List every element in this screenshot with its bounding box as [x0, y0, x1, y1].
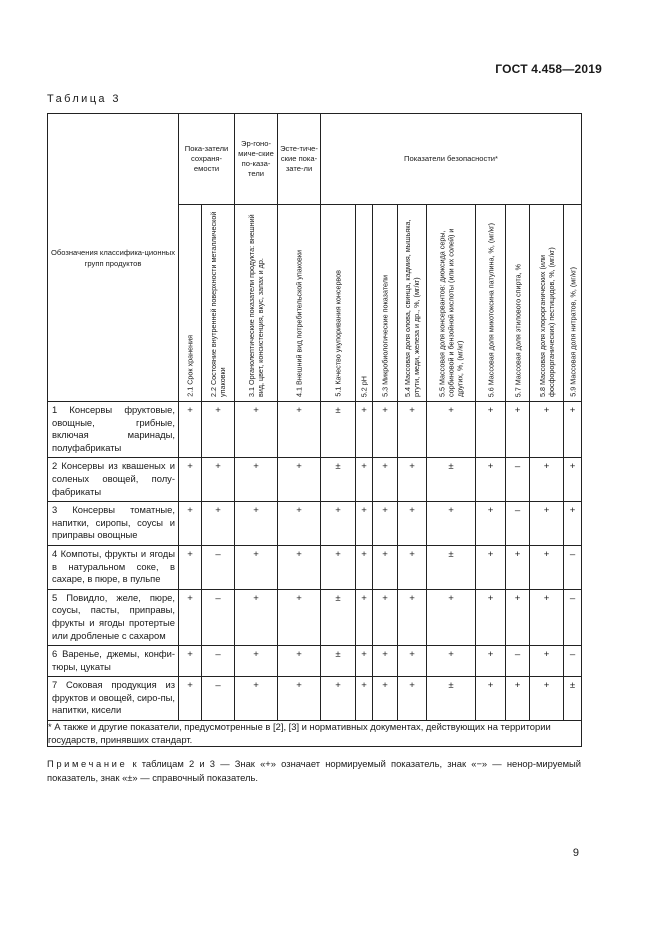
column-header-label: 3.1 Органолептические показатели продукта: внешний вид, цвет, консистенция, вкус, запах и др.	[247, 214, 266, 397]
indicator-sign: +	[321, 677, 356, 721]
column-header	[373, 205, 398, 402]
indicator-sign: +	[476, 677, 506, 721]
column-header	[427, 205, 476, 402]
indicator-sign: –	[506, 458, 530, 502]
column-header-label: 5.4 Массовая доля олова, свинца, кадмия, мышьяка, ртути, меди, железа и др., %, (мг/кг)	[403, 219, 422, 397]
table-label: Таблица 3	[47, 93, 121, 105]
indicator-sign: +	[235, 458, 278, 502]
column-header	[202, 205, 235, 402]
indicator-sign: +	[506, 402, 530, 458]
indicator-sign: +	[373, 458, 398, 502]
table-row	[48, 402, 582, 458]
indicator-sign: –	[202, 545, 235, 589]
column-header-label: 5.7 Массовая доля этилового спирта, %	[513, 263, 523, 397]
table-row	[48, 589, 582, 645]
indicator-sign: +	[179, 646, 202, 677]
indicator-sign: +	[179, 545, 202, 589]
indicator-sign: –	[202, 589, 235, 645]
product-group-name: 6 Варенье, джемы, конфи-тюры, цукаты	[48, 646, 179, 677]
note-label: Примечание	[47, 758, 128, 769]
indicator-sign: +	[398, 502, 427, 546]
indicator-sign: +	[202, 402, 235, 458]
indicator-sign: +	[321, 545, 356, 589]
indicator-sign: +	[398, 402, 427, 458]
indicator-sign: +	[506, 589, 530, 645]
table-row	[48, 545, 582, 589]
indicator-sign: +	[506, 677, 530, 721]
indicator-sign: +	[506, 545, 530, 589]
indicator-sign: +	[476, 502, 506, 546]
table-row	[48, 458, 582, 502]
indicator-sign: –	[506, 646, 530, 677]
column-header-label: 5.8 Массовая доля хлорорганических (или фосфорорганических) пестицидов, %, (мг/кг)	[537, 247, 556, 397]
product-group-name: 5 Повидло, желе, пюре, соусы, пасты, приправы, фрукты и ягоды протертые или дробленые с сахаром	[48, 589, 179, 645]
indicator-sign: +	[530, 402, 564, 458]
indicator-sign: +	[235, 589, 278, 645]
indicator-sign: +	[278, 458, 321, 502]
column-header-label: 5.1 Качество укупоривания консервов	[333, 270, 343, 397]
indicator-sign: +	[398, 589, 427, 645]
indicator-sign: +	[427, 502, 476, 546]
indicator-sign: +	[476, 646, 506, 677]
indicator-sign: –	[564, 589, 582, 645]
table-footnote: * А также и другие показатели, предусмотренные в [2], [3] и нормативных документах, действующих на территории государств, принявших стандарт.	[48, 721, 582, 747]
indicator-sign: +	[235, 402, 278, 458]
indicator-sign: +	[202, 502, 235, 546]
indicator-sign: +	[373, 646, 398, 677]
product-group-name: 7 Соковая продукция из фруктов и овощей, сиро-пы, напитки, кисели	[48, 677, 179, 721]
column-header-label: 5.6 Массовая доля микотоксина патулина, %, (мг/кг)	[486, 222, 496, 397]
column-header	[506, 205, 530, 402]
indicator-sign: +	[356, 589, 373, 645]
indicator-sign: +	[179, 502, 202, 546]
indicator-sign: +	[373, 545, 398, 589]
group-header-aesthetic: Эсте-тиче-ские пока-зате-ли	[278, 114, 321, 205]
column-header	[278, 205, 321, 402]
indicator-sign: +	[235, 677, 278, 721]
indicator-sign: +	[530, 545, 564, 589]
column-header	[356, 205, 373, 402]
note-text: к таблицам 2 и 3 — Знак «+» означает нормируемый показатель, знак «−» — ненор-мируемый показатель, знак «±» — справочный показатель.	[47, 758, 581, 783]
column-header	[179, 205, 202, 402]
indicator-sign: +	[530, 677, 564, 721]
indicator-sign: +	[356, 402, 373, 458]
indicator-sign: +	[356, 545, 373, 589]
indicator-sign: +	[398, 677, 427, 721]
indicator-sign: +	[278, 646, 321, 677]
group-header-safety: Показатели безопасности*	[321, 114, 582, 205]
indicator-sign: +	[476, 545, 506, 589]
indicator-sign: +	[530, 646, 564, 677]
indicator-sign: +	[398, 545, 427, 589]
indicator-sign: +	[235, 502, 278, 546]
indicator-sign: ±	[564, 677, 582, 721]
indicator-sign: +	[179, 458, 202, 502]
indicator-sign: +	[476, 402, 506, 458]
indicator-sign: +	[373, 402, 398, 458]
column-header-label: 2.1 Срок хранения	[185, 335, 195, 397]
indicator-sign: ±	[321, 646, 356, 677]
table-row	[48, 646, 582, 677]
indicator-sign: –	[564, 646, 582, 677]
indicator-sign: ±	[321, 589, 356, 645]
indicator-sign: +	[278, 589, 321, 645]
column-header	[321, 205, 356, 402]
column-header	[398, 205, 427, 402]
indicator-sign: ±	[321, 402, 356, 458]
indicator-sign: +	[235, 545, 278, 589]
indicator-sign: ±	[427, 545, 476, 589]
indicator-sign: +	[564, 502, 582, 546]
classification-table	[47, 113, 582, 747]
indicator-sign: +	[564, 402, 582, 458]
indicator-sign: +	[321, 502, 356, 546]
indicator-sign: +	[564, 458, 582, 502]
column-header-label: 5.3 Микробиологические показатели	[380, 275, 390, 397]
indicator-sign: +	[356, 677, 373, 721]
name-column-header: Обозначения классифика-ционных групп продуктов	[48, 114, 179, 402]
indicator-sign: +	[530, 589, 564, 645]
indicator-sign: ±	[321, 458, 356, 502]
table-note	[47, 757, 581, 785]
indicator-sign: +	[235, 646, 278, 677]
indicator-sign: +	[398, 646, 427, 677]
indicator-sign: –	[506, 502, 530, 546]
indicator-sign: +	[278, 502, 321, 546]
indicator-sign: +	[179, 589, 202, 645]
indicator-sign: –	[202, 677, 235, 721]
indicator-sign: +	[202, 458, 235, 502]
indicator-sign: +	[278, 402, 321, 458]
indicator-sign: +	[476, 589, 506, 645]
page-number: 9	[572, 847, 579, 859]
indicator-sign: +	[278, 545, 321, 589]
indicator-sign: +	[278, 677, 321, 721]
product-group-name: 3 Консервы томатные, напитки, сиропы, соусы и приправы овощные	[48, 502, 179, 546]
indicator-sign: +	[398, 458, 427, 502]
column-header	[476, 205, 506, 402]
product-group-name: 4 Компоты, фрукты и ягоды в натуральном соке, в сахаре, в пюре, в пульпе	[48, 545, 179, 589]
column-header	[564, 205, 582, 402]
indicator-sign: +	[427, 646, 476, 677]
indicator-sign: –	[564, 545, 582, 589]
indicator-sign: –	[202, 646, 235, 677]
indicator-sign: +	[356, 458, 373, 502]
indicator-sign: +	[427, 402, 476, 458]
indicator-sign: +	[373, 677, 398, 721]
table-row	[48, 677, 582, 721]
indicator-sign: +	[373, 589, 398, 645]
product-group-name: 1 Консервы фруктовые, овощные, грибные, включая маринады, полуфабрикаты	[48, 402, 179, 458]
standard-designation: ГОСТ 4.458—2019	[495, 62, 602, 76]
column-header	[235, 205, 278, 402]
indicator-sign: ±	[427, 677, 476, 721]
column-header	[530, 205, 564, 402]
column-header-label: 5.9 Массовая доля нитратов, %, (мг/кг)	[568, 267, 578, 397]
indicator-sign: ±	[427, 458, 476, 502]
indicator-sign: +	[179, 677, 202, 721]
group-header-ergonomic: Эр-гоно-миче-ские по-каза-тели	[235, 114, 278, 205]
column-header-label: 5.5 Массовая доля консервантов: диоксида серы, сорбиновой и бензойной кислоты (или их солей) и других, %, (мг/кг)	[437, 228, 465, 397]
indicator-sign: +	[373, 502, 398, 546]
column-header-label: 4.1 Внешний вид потребительской упаковки	[294, 249, 304, 397]
indicator-sign: +	[179, 402, 202, 458]
indicator-sign: +	[356, 646, 373, 677]
indicator-sign: +	[476, 458, 506, 502]
table-row	[48, 502, 582, 546]
indicator-sign: +	[530, 458, 564, 502]
indicator-sign: +	[356, 502, 373, 546]
indicator-sign: +	[427, 589, 476, 645]
column-header-label: 2.2 Состояние внутренней поверхности металлической упаковки	[209, 211, 227, 397]
indicator-sign: +	[530, 502, 564, 546]
product-group-name: 2 Консервы из квашеных и соленых овощей, полу-фабрикаты	[48, 458, 179, 502]
group-header-storage: Пока-затели сохраня-емости	[179, 114, 235, 205]
column-header-label: 5.2 pH	[359, 375, 369, 397]
